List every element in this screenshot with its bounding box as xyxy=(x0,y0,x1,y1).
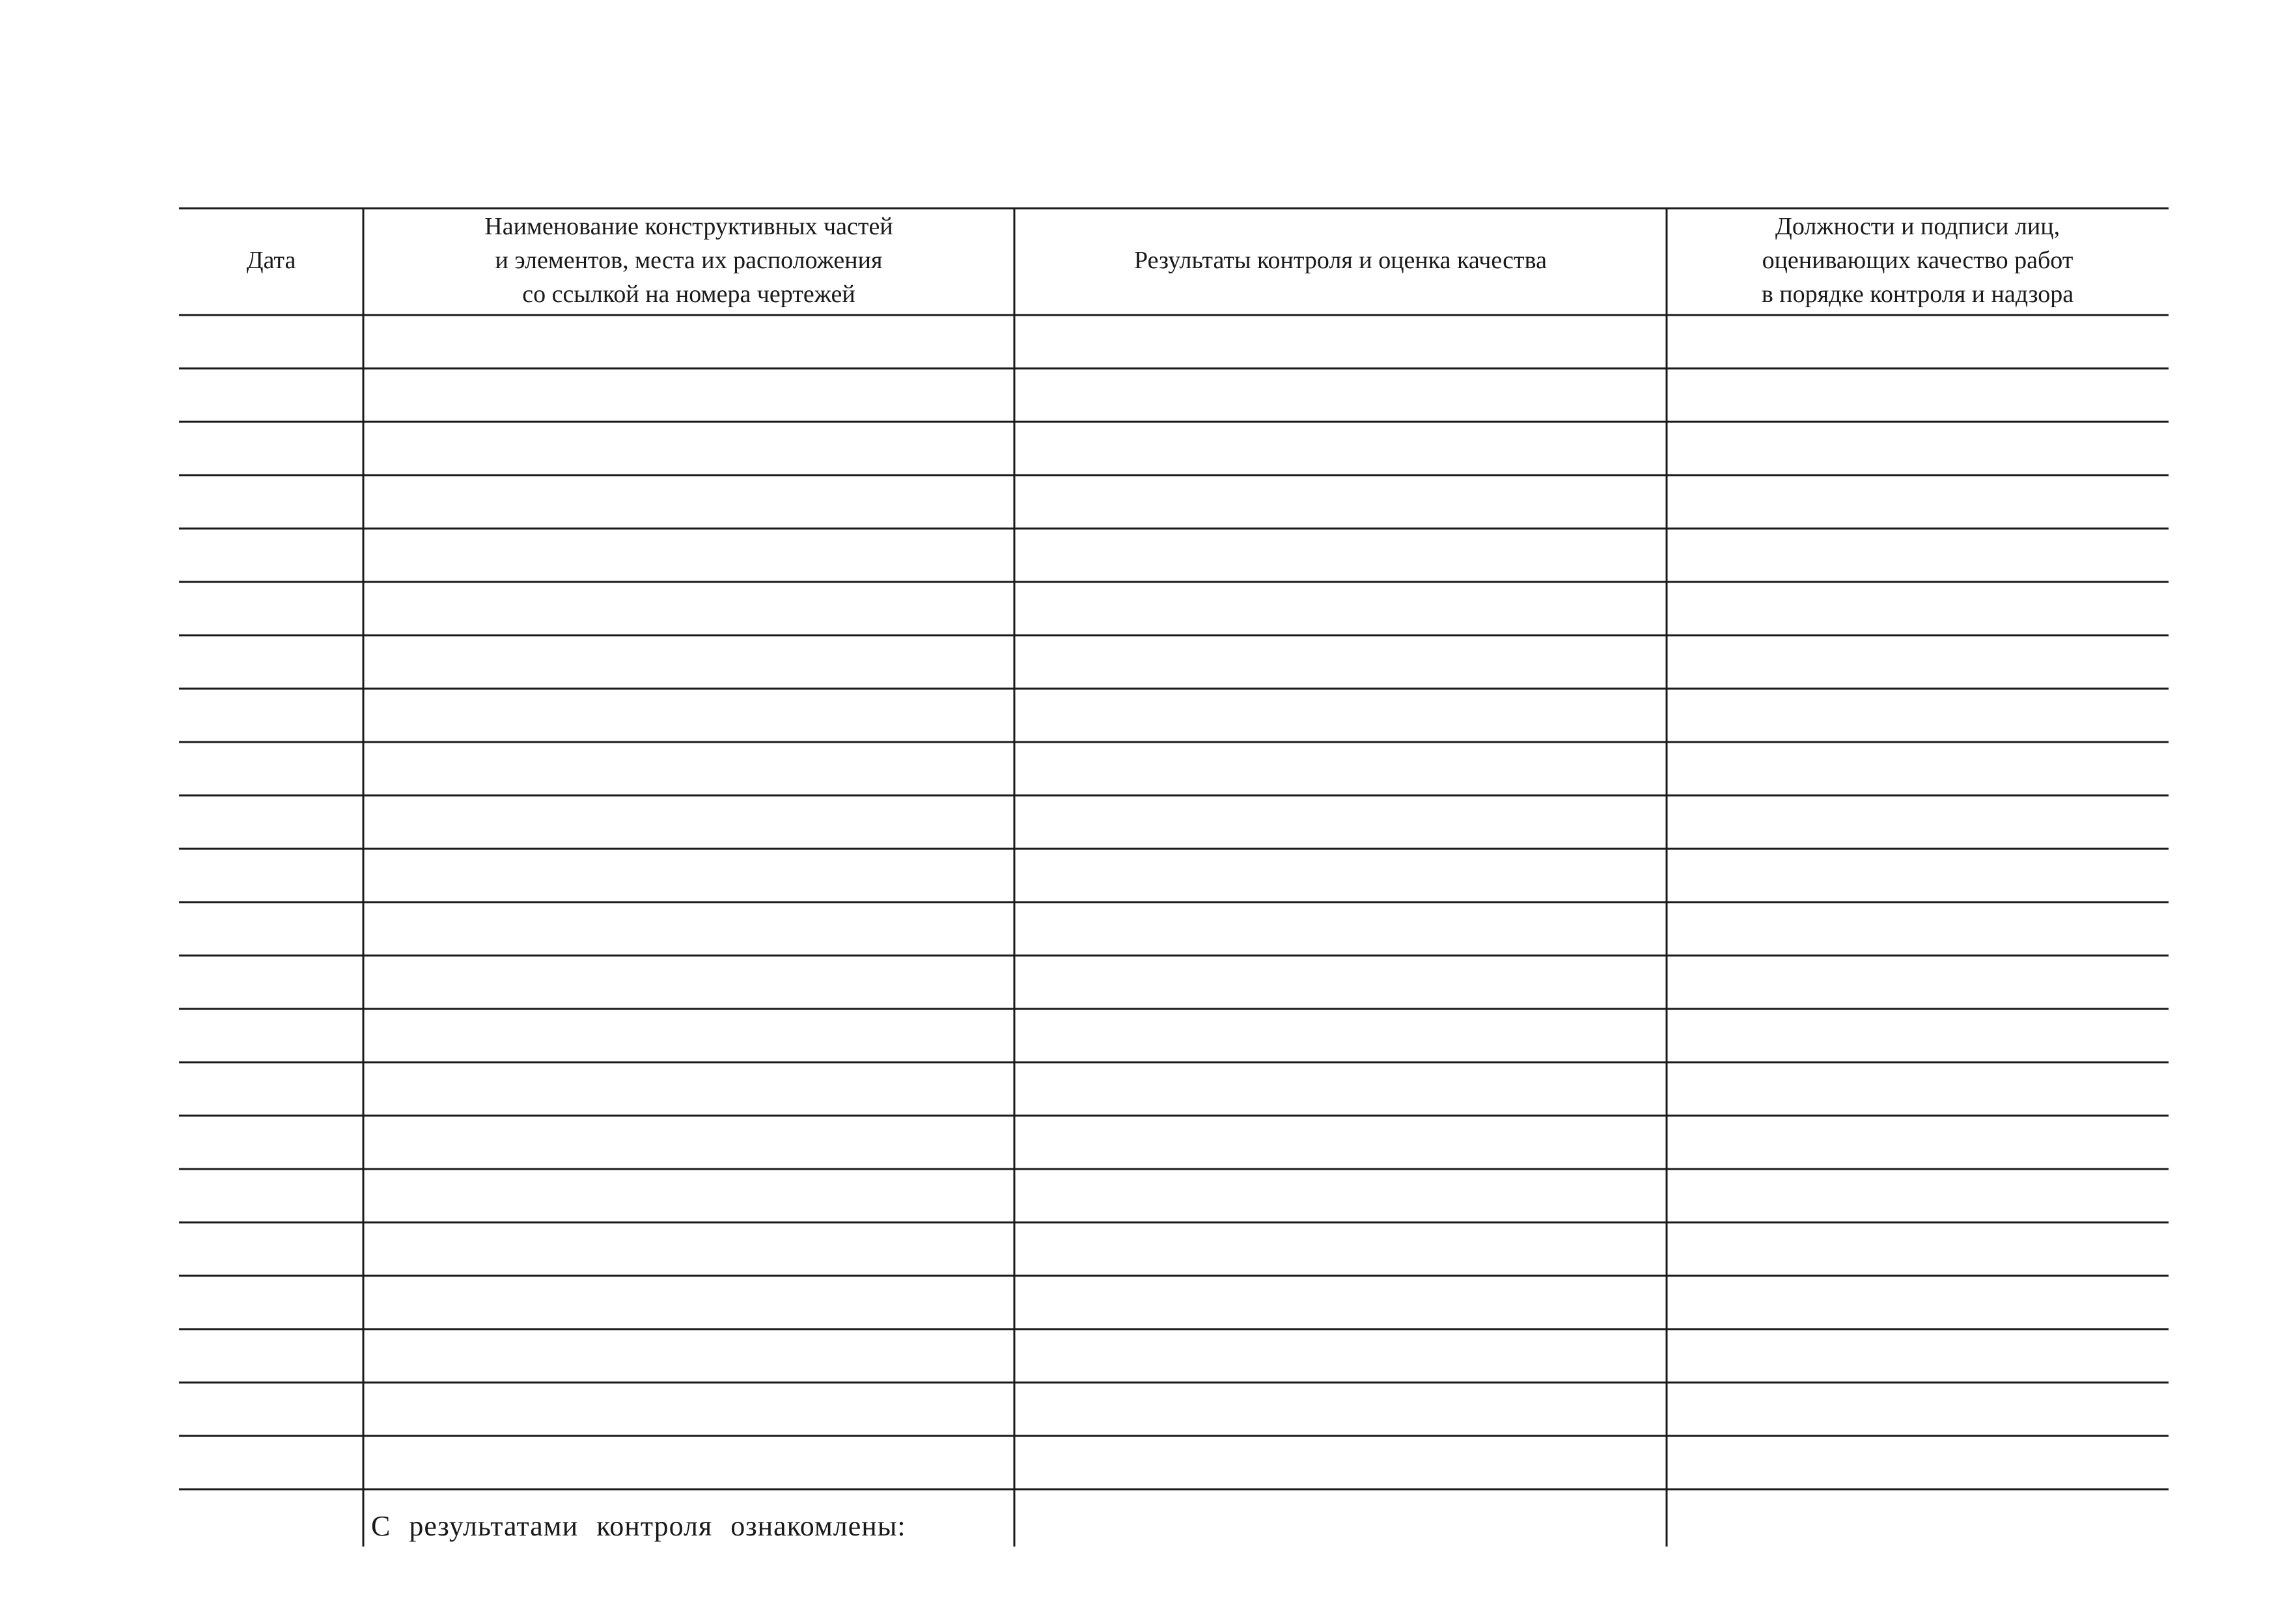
header-positions-signatures: Должности и подписи лиц, оценивающих качество работ в порядке контроля и надзора xyxy=(1761,213,2074,308)
footer-acknowledgement-text: С результатами контроля ознакомлены: xyxy=(371,1510,906,1542)
table-grid xyxy=(179,207,2169,1548)
header-control-results: Результаты контроля и оценка качества xyxy=(1134,247,1547,274)
quality-control-form-table xyxy=(179,207,2169,1548)
header-date: Дата xyxy=(246,247,296,274)
header-structural-elements: Наименование конструктивных частей и элементов, места их расположения со ссылкой на номера чертежей xyxy=(484,213,893,308)
